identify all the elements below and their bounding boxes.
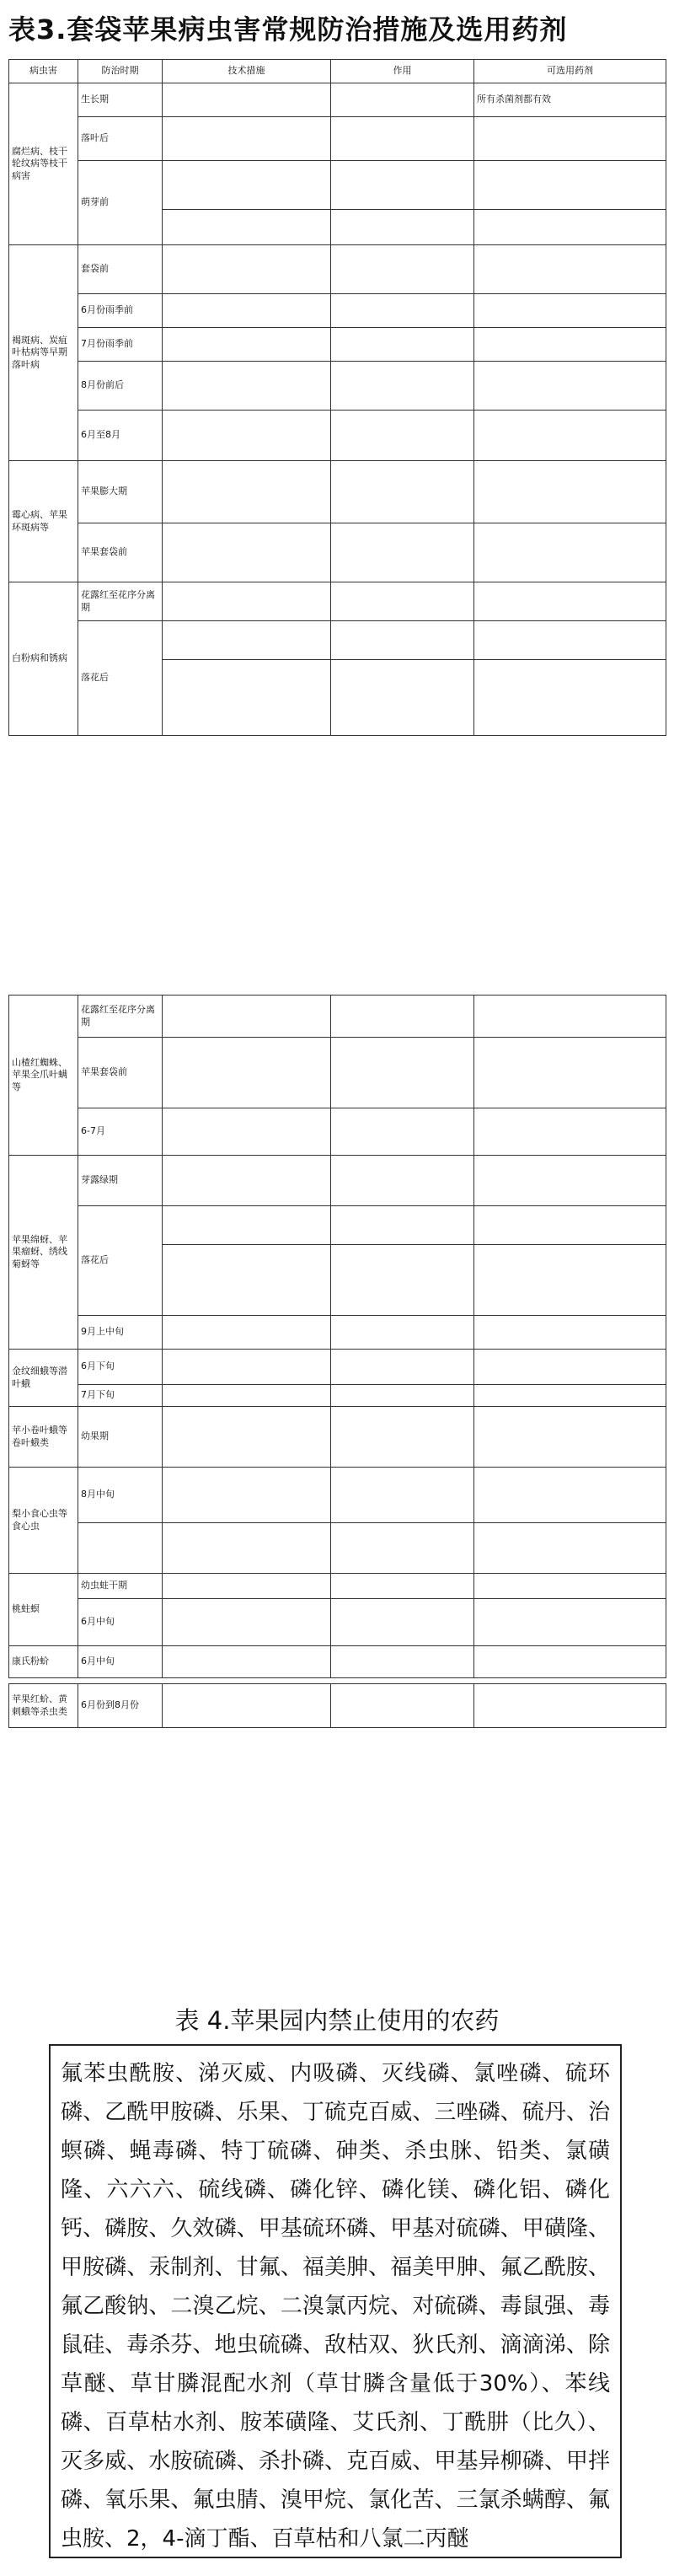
cell-measure (163, 411, 331, 461)
cell-measure (163, 1350, 331, 1385)
cell-pesticide (474, 1156, 666, 1206)
header-measure: 技术措施 (163, 60, 331, 83)
cell-pesticide (474, 210, 666, 245)
cell-period: 6-7月 (78, 1108, 163, 1156)
cell-pest: 白粉病和锈病 (9, 582, 78, 736)
table-gap (9, 1678, 666, 1684)
cell-pest: 梨小食心虫等食心虫 (9, 1468, 78, 1574)
cell-effect (331, 1646, 474, 1678)
cell-period: 苹果套袋前 (78, 1038, 163, 1108)
cell-effect (331, 245, 474, 294)
cell-pesticide (474, 1245, 666, 1316)
cell-pesticide (474, 294, 666, 328)
cell-pest: 苹果绵蚜、苹果瘤蚜、绣线菊蚜等 (9, 1156, 78, 1350)
cell-measure (163, 1038, 331, 1108)
cell-pesticide (474, 411, 666, 461)
cell-period: 7月份雨季前 (78, 328, 163, 362)
cell-pesticide (474, 1108, 666, 1156)
cell-pest: 苹果红蚧、黄刺蛾等杀虫类 (9, 1684, 78, 1728)
table3-part2 (8, 995, 666, 1728)
cell-measure (163, 1108, 331, 1156)
cell-period: 落花后 (78, 621, 163, 736)
cell-measure (163, 1206, 331, 1245)
table-row (9, 1523, 666, 1574)
cell-period: 幼果期 (78, 1407, 163, 1468)
cell-effect (331, 1468, 474, 1523)
cell-period: 苹果膨大期 (78, 461, 163, 523)
table-row (9, 1316, 666, 1350)
cell-effect (331, 411, 474, 461)
cell-period: 苹果套袋前 (78, 523, 163, 582)
cell-measure (163, 83, 331, 117)
cell-effect (331, 1316, 474, 1350)
cell-period: 萌芽前 (78, 161, 163, 245)
cell-measure (163, 328, 331, 362)
cell-pest: 桃蛀螟 (9, 1574, 78, 1646)
cell-effect (331, 210, 474, 245)
cell-period: 落叶后 (78, 117, 163, 161)
table4-title: 表 4.苹果园内禁止使用的农药 (174, 2006, 500, 2035)
cell-pesticide (474, 660, 666, 736)
table-row (9, 1574, 666, 1599)
cell-measure (163, 117, 331, 161)
cell-pesticide (474, 1684, 666, 1728)
cell-effect (331, 83, 474, 117)
cell-pesticide (474, 1206, 666, 1245)
cell-measure (163, 582, 331, 621)
cell-period: 芽露绿期 (78, 1156, 163, 1206)
cell-effect (331, 328, 474, 362)
banned-pesticide-list (49, 2044, 622, 2558)
cell-pest: 腐烂病、枝干轮纹病等枝干病害 (9, 83, 78, 245)
cell-period: 幼虫蛀干期 (78, 1574, 163, 1599)
cell-measure (163, 523, 331, 582)
cell-measure (163, 1316, 331, 1350)
table-row (9, 621, 666, 660)
cell-pesticide (474, 245, 666, 294)
cell-pesticide (474, 1316, 666, 1350)
cell-pest: 霉心病、苹果环斑病等 (9, 461, 78, 582)
cell-effect (331, 1156, 474, 1206)
table-row (9, 245, 666, 294)
cell-pesticide (474, 523, 666, 582)
cell-effect (331, 996, 474, 1038)
cell-pesticide (474, 117, 666, 161)
cell-period: 6月份雨季前 (78, 294, 163, 328)
cell-period: 8月中旬 (78, 1468, 163, 1523)
cell-measure (163, 161, 331, 210)
cell-measure (163, 461, 331, 523)
cell-pesticide (474, 1646, 666, 1678)
cell-period: 花露红至花序分离期 (78, 582, 163, 621)
cell-measure (163, 1599, 331, 1646)
cell-pesticide (474, 1523, 666, 1574)
cell-period: 生长期 (78, 83, 163, 117)
table-row (9, 362, 666, 411)
table-row (9, 1350, 666, 1385)
cell-effect (331, 1574, 474, 1599)
cell-measure (163, 1407, 331, 1468)
table3-title: 表3.套袋苹果病虫害常规防治措施及选用药剂 (8, 13, 568, 46)
header-effect: 作用 (331, 60, 474, 83)
cell-pesticide (474, 1038, 666, 1108)
cell-effect (331, 1599, 474, 1646)
cell-measure (163, 245, 331, 294)
table-row (9, 1468, 666, 1523)
cell-measure (163, 1245, 331, 1316)
cell-effect (331, 362, 474, 411)
cell-measure (163, 1646, 331, 1678)
cell-measure (163, 362, 331, 411)
table3-part1 (8, 59, 666, 736)
table-row (9, 1038, 666, 1108)
cell-pesticide (474, 1468, 666, 1523)
cell-effect (331, 161, 474, 210)
table-row (9, 1407, 666, 1468)
cell-effect (331, 1206, 474, 1245)
cell-effect (331, 621, 474, 660)
cell-pesticide: 所有杀菌剂都有效 (474, 83, 666, 117)
cell-effect (331, 1038, 474, 1108)
cell-effect (331, 523, 474, 582)
cell-period: 9月上中旬 (78, 1316, 163, 1350)
cell-effect (331, 1350, 474, 1385)
header-period: 防治时期 (78, 60, 163, 83)
cell-effect (331, 1407, 474, 1468)
cell-period (78, 1523, 163, 1574)
cell-pest: 康氏粉蚧 (9, 1646, 78, 1678)
cell-pesticide (474, 621, 666, 660)
cell-effect (331, 294, 474, 328)
table-row (9, 117, 666, 161)
cell-measure (163, 210, 331, 245)
cell-period: 6月中旬 (78, 1599, 163, 1646)
cell-pesticide (474, 996, 666, 1038)
table-row (9, 83, 666, 117)
table-row (9, 582, 666, 621)
cell-measure (163, 1523, 331, 1574)
cell-period: 6月至8月 (78, 411, 163, 461)
cell-pesticide (474, 328, 666, 362)
cell-period: 6月份到8月份 (78, 1684, 163, 1728)
table-row (9, 996, 666, 1038)
table-row (9, 1108, 666, 1156)
cell-measure (163, 1385, 331, 1407)
table-row (9, 328, 666, 362)
cell-effect (331, 1385, 474, 1407)
cell-period: 7月下旬 (78, 1385, 163, 1407)
header-pest: 病虫害 (9, 60, 78, 83)
table-row (9, 1385, 666, 1407)
banned-pesticide-text: 氟苯虫酰胺、涕灭威、内吸磷、灭线磷、氯唑磷、硫环磷、乙酰甲胺磷、乐果、丁硫克百威、三唑磷、硫丹、治螟磷、蝇毒磷、特丁硫磷、砷类、杀虫脒、铅类、氯磺隆、六六六、硫线磷、磷化锌、磷化镁、磷化铝、磷化钙、磷胺、久效磷、甲基硫环磷、甲基对硫磷、甲磺隆、甲胺磷、汞制剂、甘氟、福美胂、福美甲胂、氟乙酰胺、氟乙酸钠、二溴乙烷、二溴氯丙烷、对硫磷、毒鼠强、毒鼠硅、毒杀芬、地虫硫磷、敌枯双、狄氏剂、滴滴涕、除草醚、草甘膦混配水剂（草甘膦含量低于30%）、苯线磷、百草枯水剂、胺苯磺隆、艾氏剂、丁酰肼（比久）、灭多威、水胺硫磷、杀扑磷、克百威、甲基异柳磷、甲拌磷、氧乐果、氟虫腈、溴甲烷、氯化苦、三氯杀螨醇、氟虫胺、2，4-滴丁酯、百草枯和八氯二丙醚 (61, 2061, 610, 2552)
table-row (9, 1206, 666, 1245)
cell-period: 落花后 (78, 1206, 163, 1316)
cell-pesticide (474, 1574, 666, 1599)
cell-period: 8月份前后 (78, 362, 163, 411)
cell-effect (331, 582, 474, 621)
cell-pesticide (474, 1350, 666, 1385)
cell-pesticide (474, 461, 666, 523)
table-row (9, 161, 666, 210)
cell-measure (163, 1156, 331, 1206)
cell-measure (163, 996, 331, 1038)
cell-pest: 山楂红蜘蛛、苹果全爪叶螨等 (9, 996, 78, 1156)
cell-pesticide (474, 161, 666, 210)
cell-effect (331, 1108, 474, 1156)
cell-pesticide (474, 1407, 666, 1468)
cell-effect (331, 1245, 474, 1316)
cell-pest: 褐斑病、炭疽叶枯病等早期落叶病 (9, 245, 78, 461)
cell-pesticide (474, 362, 666, 411)
cell-effect (331, 660, 474, 736)
cell-pesticide (474, 1385, 666, 1407)
cell-measure (163, 1468, 331, 1523)
cell-effect (331, 1684, 474, 1728)
table-row (9, 294, 666, 328)
cell-effect (331, 1523, 474, 1574)
cell-pest: 苹小卷叶蛾等卷叶蛾类 (9, 1407, 78, 1468)
cell-pest: 金纹细蛾等潜叶蛾 (9, 1350, 78, 1407)
table3-header-row (9, 60, 666, 83)
table-row (9, 411, 666, 461)
cell-pesticide (474, 1599, 666, 1646)
table-row (9, 523, 666, 582)
table-row (9, 461, 666, 523)
header-pesticide: 可选用药剂 (474, 60, 666, 83)
table-row (9, 1684, 666, 1728)
cell-pesticide (474, 582, 666, 621)
table-row (9, 1646, 666, 1678)
cell-measure (163, 294, 331, 328)
cell-measure (163, 660, 331, 736)
cell-effect (331, 461, 474, 523)
cell-period: 花露红至花序分离期 (78, 996, 163, 1038)
cell-measure (163, 621, 331, 660)
cell-measure (163, 1574, 331, 1599)
cell-period: 套袋前 (78, 245, 163, 294)
table-row (9, 1599, 666, 1646)
cell-measure (163, 1684, 331, 1728)
cell-period: 6月下旬 (78, 1350, 163, 1385)
cell-period: 6月中旬 (78, 1646, 163, 1678)
table-row (9, 1156, 666, 1206)
cell-effect (331, 117, 474, 161)
